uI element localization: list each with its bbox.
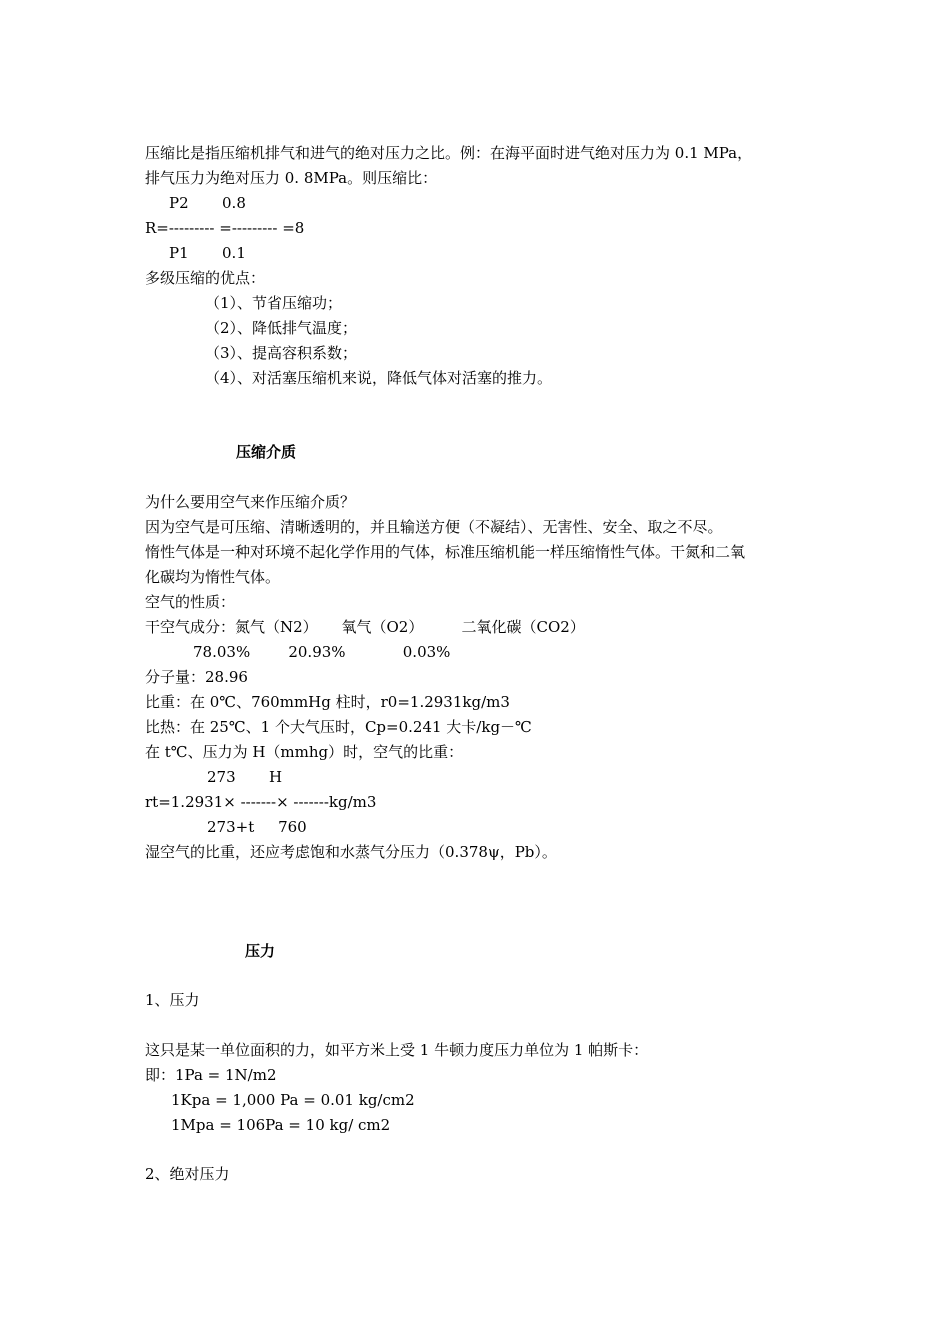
molecular-weight: 分子量：28.96	[145, 668, 248, 686]
question-line: 为什么要用空气来作压缩介质？	[145, 493, 356, 511]
density-formula-numerator: 273 H	[207, 768, 283, 786]
air-properties-title: 空气的性质：	[145, 593, 236, 611]
pressure-definition: 这只是某一单位面积的力，如平方米上受 1 牛顿力度压力单位为 1 帕斯卡：	[145, 1041, 649, 1059]
air-composition-percentages: 78.03% 20.93% 0.03%	[193, 643, 451, 661]
pressure-equation-2: 1Kpa = 1,000 Pa = 0.01 kg/cm2	[171, 1091, 415, 1109]
section-heading-pressure: 压力	[245, 942, 276, 960]
density-formula-denominator: 273+t 760	[207, 818, 307, 836]
density-at-t-intro: 在 t℃、压力为 H（mmhg）时，空气的比重：	[145, 743, 464, 761]
inert-gas-line1: 惰性气体是一种对环境不起化学作用的气体，标准压缩机能一样压缩惰性气体。干氮和二氧	[145, 543, 746, 561]
section-heading-medium: 压缩介质	[236, 443, 297, 461]
air-specific-heat: 比热：在 25℃、1 个大气压时，Cp=0.241 大卡/kg－℃	[145, 718, 532, 736]
inert-gas-line2: 化碳均为惰性气体。	[145, 568, 281, 586]
advantage-item: （1）、节省压缩功；	[205, 294, 343, 312]
air-composition: 干空气成分：氮气（N2） 氧气（O2） 二氧化碳（CO2）	[145, 618, 585, 636]
ratio-formula-denominator: P1 0.1	[169, 244, 246, 262]
advantage-item: （3）、提高容积系数；	[205, 344, 358, 362]
advantage-item: （4）、对活塞压缩机来说，降低气体对活塞的推力。	[205, 369, 553, 387]
advantages-title: 多级压缩的优点：	[145, 269, 266, 287]
humid-air-note: 湿空气的比重，还应考虑饱和水蒸气分压力（0.378ψ，Pb）。	[145, 843, 557, 861]
ratio-formula-main: R=--------- =--------- =8	[145, 219, 305, 237]
advantage-item: （2）、降低排气温度；	[205, 319, 358, 337]
subheading-absolute-pressure: 2、绝对压力	[145, 1165, 230, 1183]
subheading-pressure: 1、压力	[145, 991, 200, 1009]
pressure-equation-1: 即：1Pa = 1N/m2	[145, 1066, 277, 1084]
density-formula-main: rt=1.2931× -------× -------kg/m3	[145, 793, 377, 811]
air-density: 比重：在 0℃、760mmHg 柱时，r0=1.2931kg/m3	[145, 693, 510, 711]
compression-ratio-paragraph-line2: 排气压力为绝对压力 0. 8MPa。则压缩比：	[145, 169, 438, 187]
compression-ratio-paragraph-line1: 压缩比是指压缩机排气和进气的绝对压力之比。例：在海平面时进气绝对压力为 0.1 MPa，	[145, 144, 753, 162]
ratio-formula-numerator: P2 0.8	[169, 194, 246, 212]
answer-line: 因为空气是可压缩、清晰透明的，并且输送方便（不凝结）、无害性、安全、取之不尽。	[145, 518, 723, 536]
pressure-equation-3: 1Mpa = 106Pa = 10 kg/ cm2	[171, 1116, 391, 1134]
